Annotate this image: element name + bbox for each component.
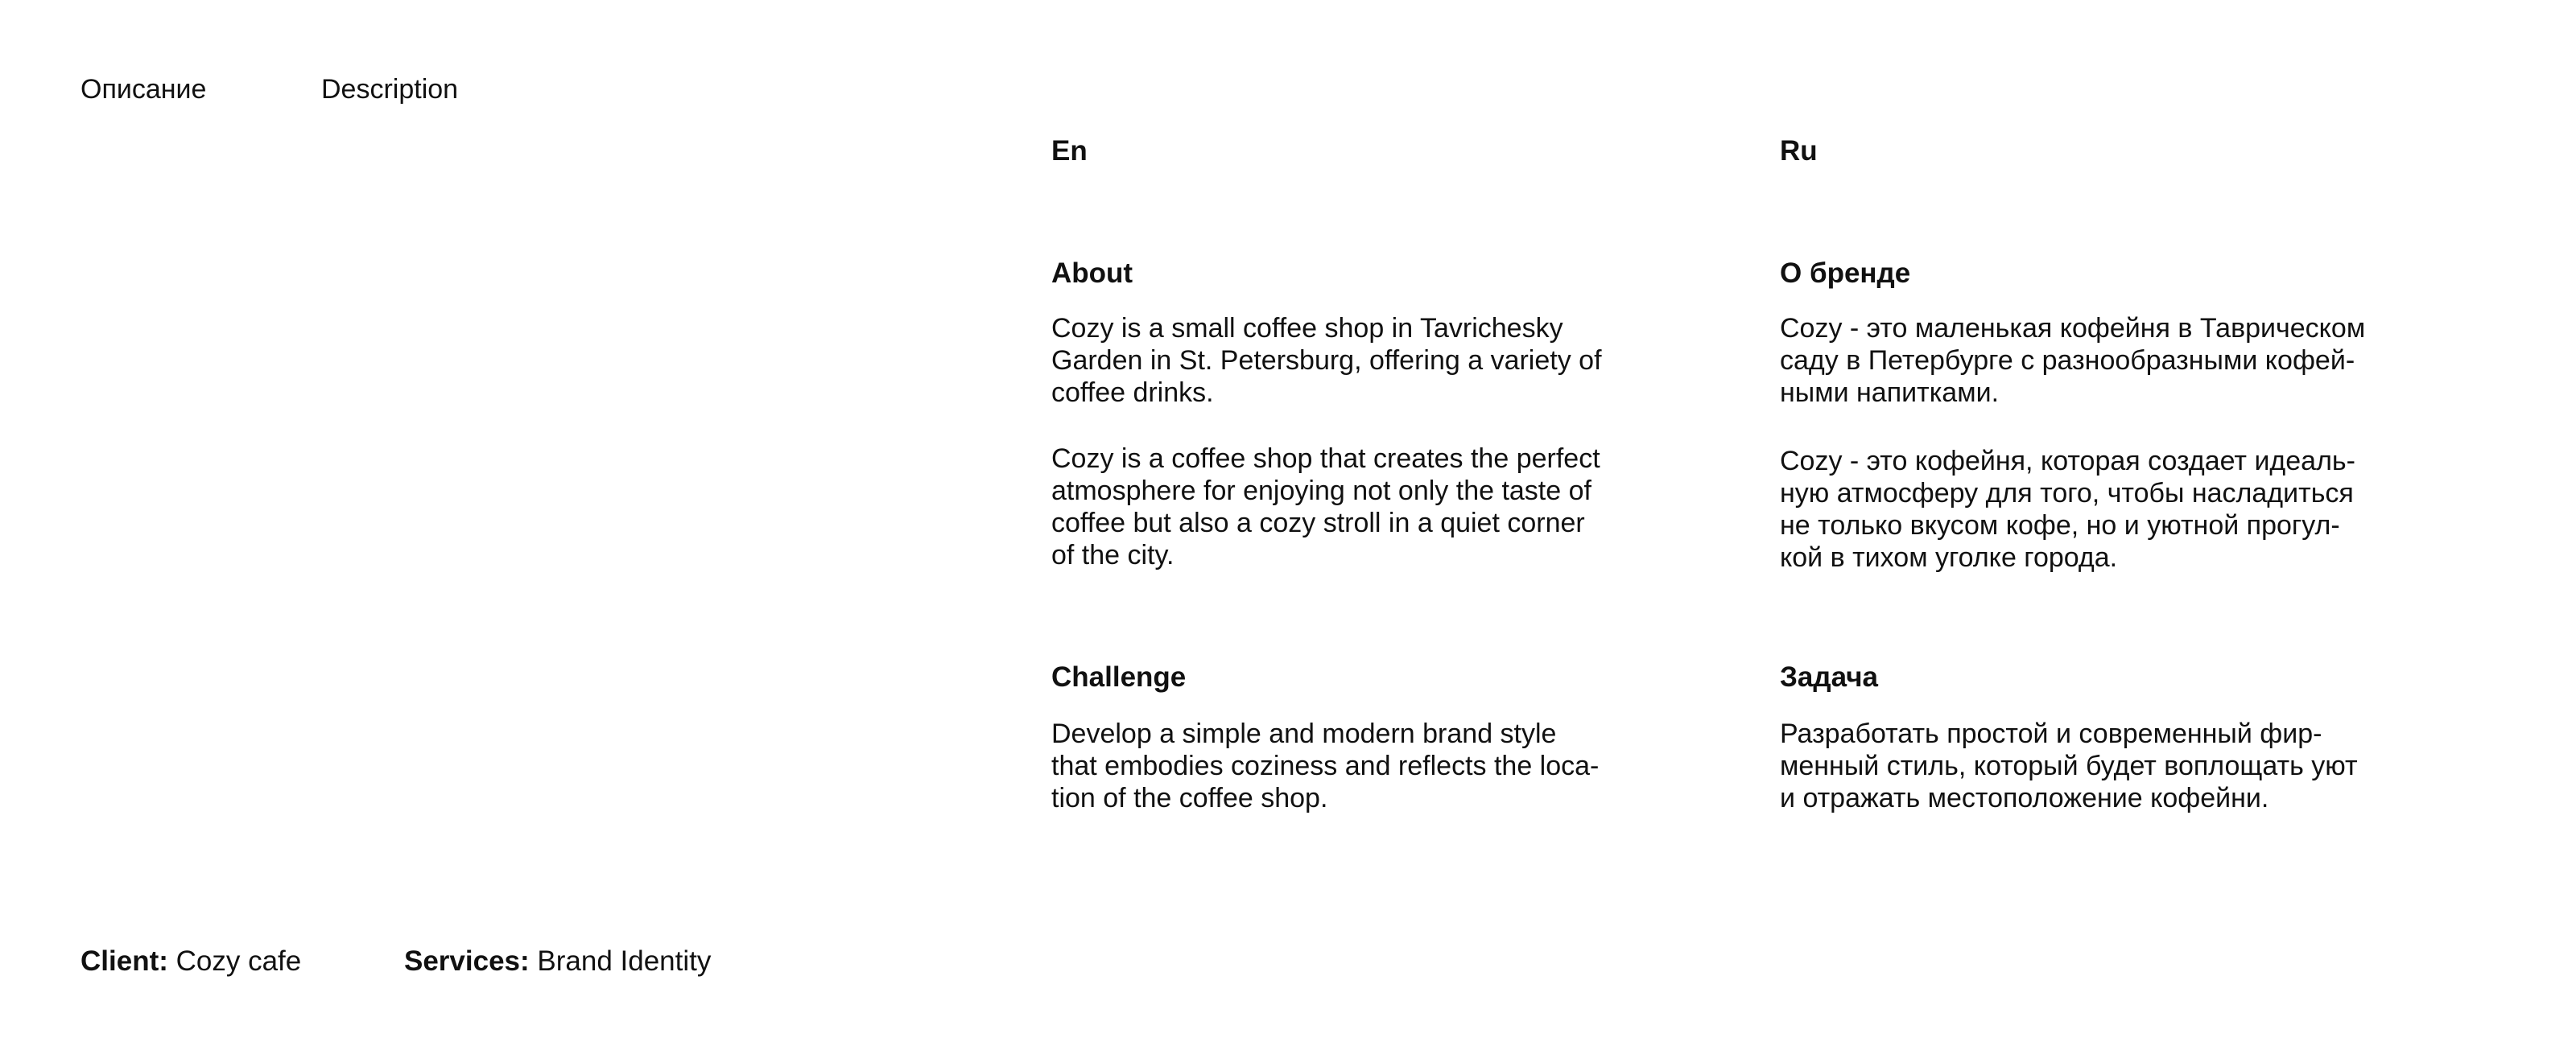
challenge-title-en: Challenge — [1051, 661, 1187, 693]
services-value: Brand Identity — [537, 945, 712, 977]
about-title-en: About — [1051, 257, 1133, 289]
about-paragraph-1-en: Cozy is a small coffee shop in Tavrichesky Garden in St. Petersburg, offering a variety of coffee drinks. — [1051, 313, 1602, 408]
client-value: Cozy cafe — [175, 945, 302, 977]
challenge-paragraph-ru: Разработать простой и современный фир- менный стиль, который будет воплощать уют и отражать местоположение кофейни. — [1780, 719, 2358, 813]
challenge-paragraph-en: Develop a simple and modern brand style that embodies coziness and reflects the loca- tion of the coffee shop. — [1051, 719, 1600, 813]
footer-client — [80, 945, 301, 978]
nav-description-en[interactable]: Description — [321, 74, 459, 105]
about-paragraph-2-en: Cozy is a coffee shop that creates the perfect atmosphere for enjoying not only the taste of coffee but also a cozy stroll in a quiet corner of the city. — [1051, 443, 1600, 570]
footer-services — [404, 945, 711, 978]
lang-header-ru: Ru — [1780, 135, 1818, 167]
nav-description-ru[interactable]: Описание — [80, 74, 207, 105]
about-paragraph-1-ru: Cozy - это маленькая кофейня в Таврическом саду в Петербурге с разнообразными кофей- ными напитками. — [1780, 313, 2366, 408]
about-paragraph-2-ru: Cozy - это кофейня, которая создает идеаль- ную атмосферу для того, чтобы насладиться не только вкусом кофе, но и уютной прогул- кой в тихом уголке города. — [1780, 446, 2355, 573]
about-title-ru: О бренде — [1780, 257, 1911, 289]
lang-header-en: En — [1051, 135, 1088, 167]
services-label: Services: — [404, 945, 530, 977]
challenge-title-ru: Задача — [1780, 661, 1878, 693]
client-label: Client: — [80, 945, 168, 977]
